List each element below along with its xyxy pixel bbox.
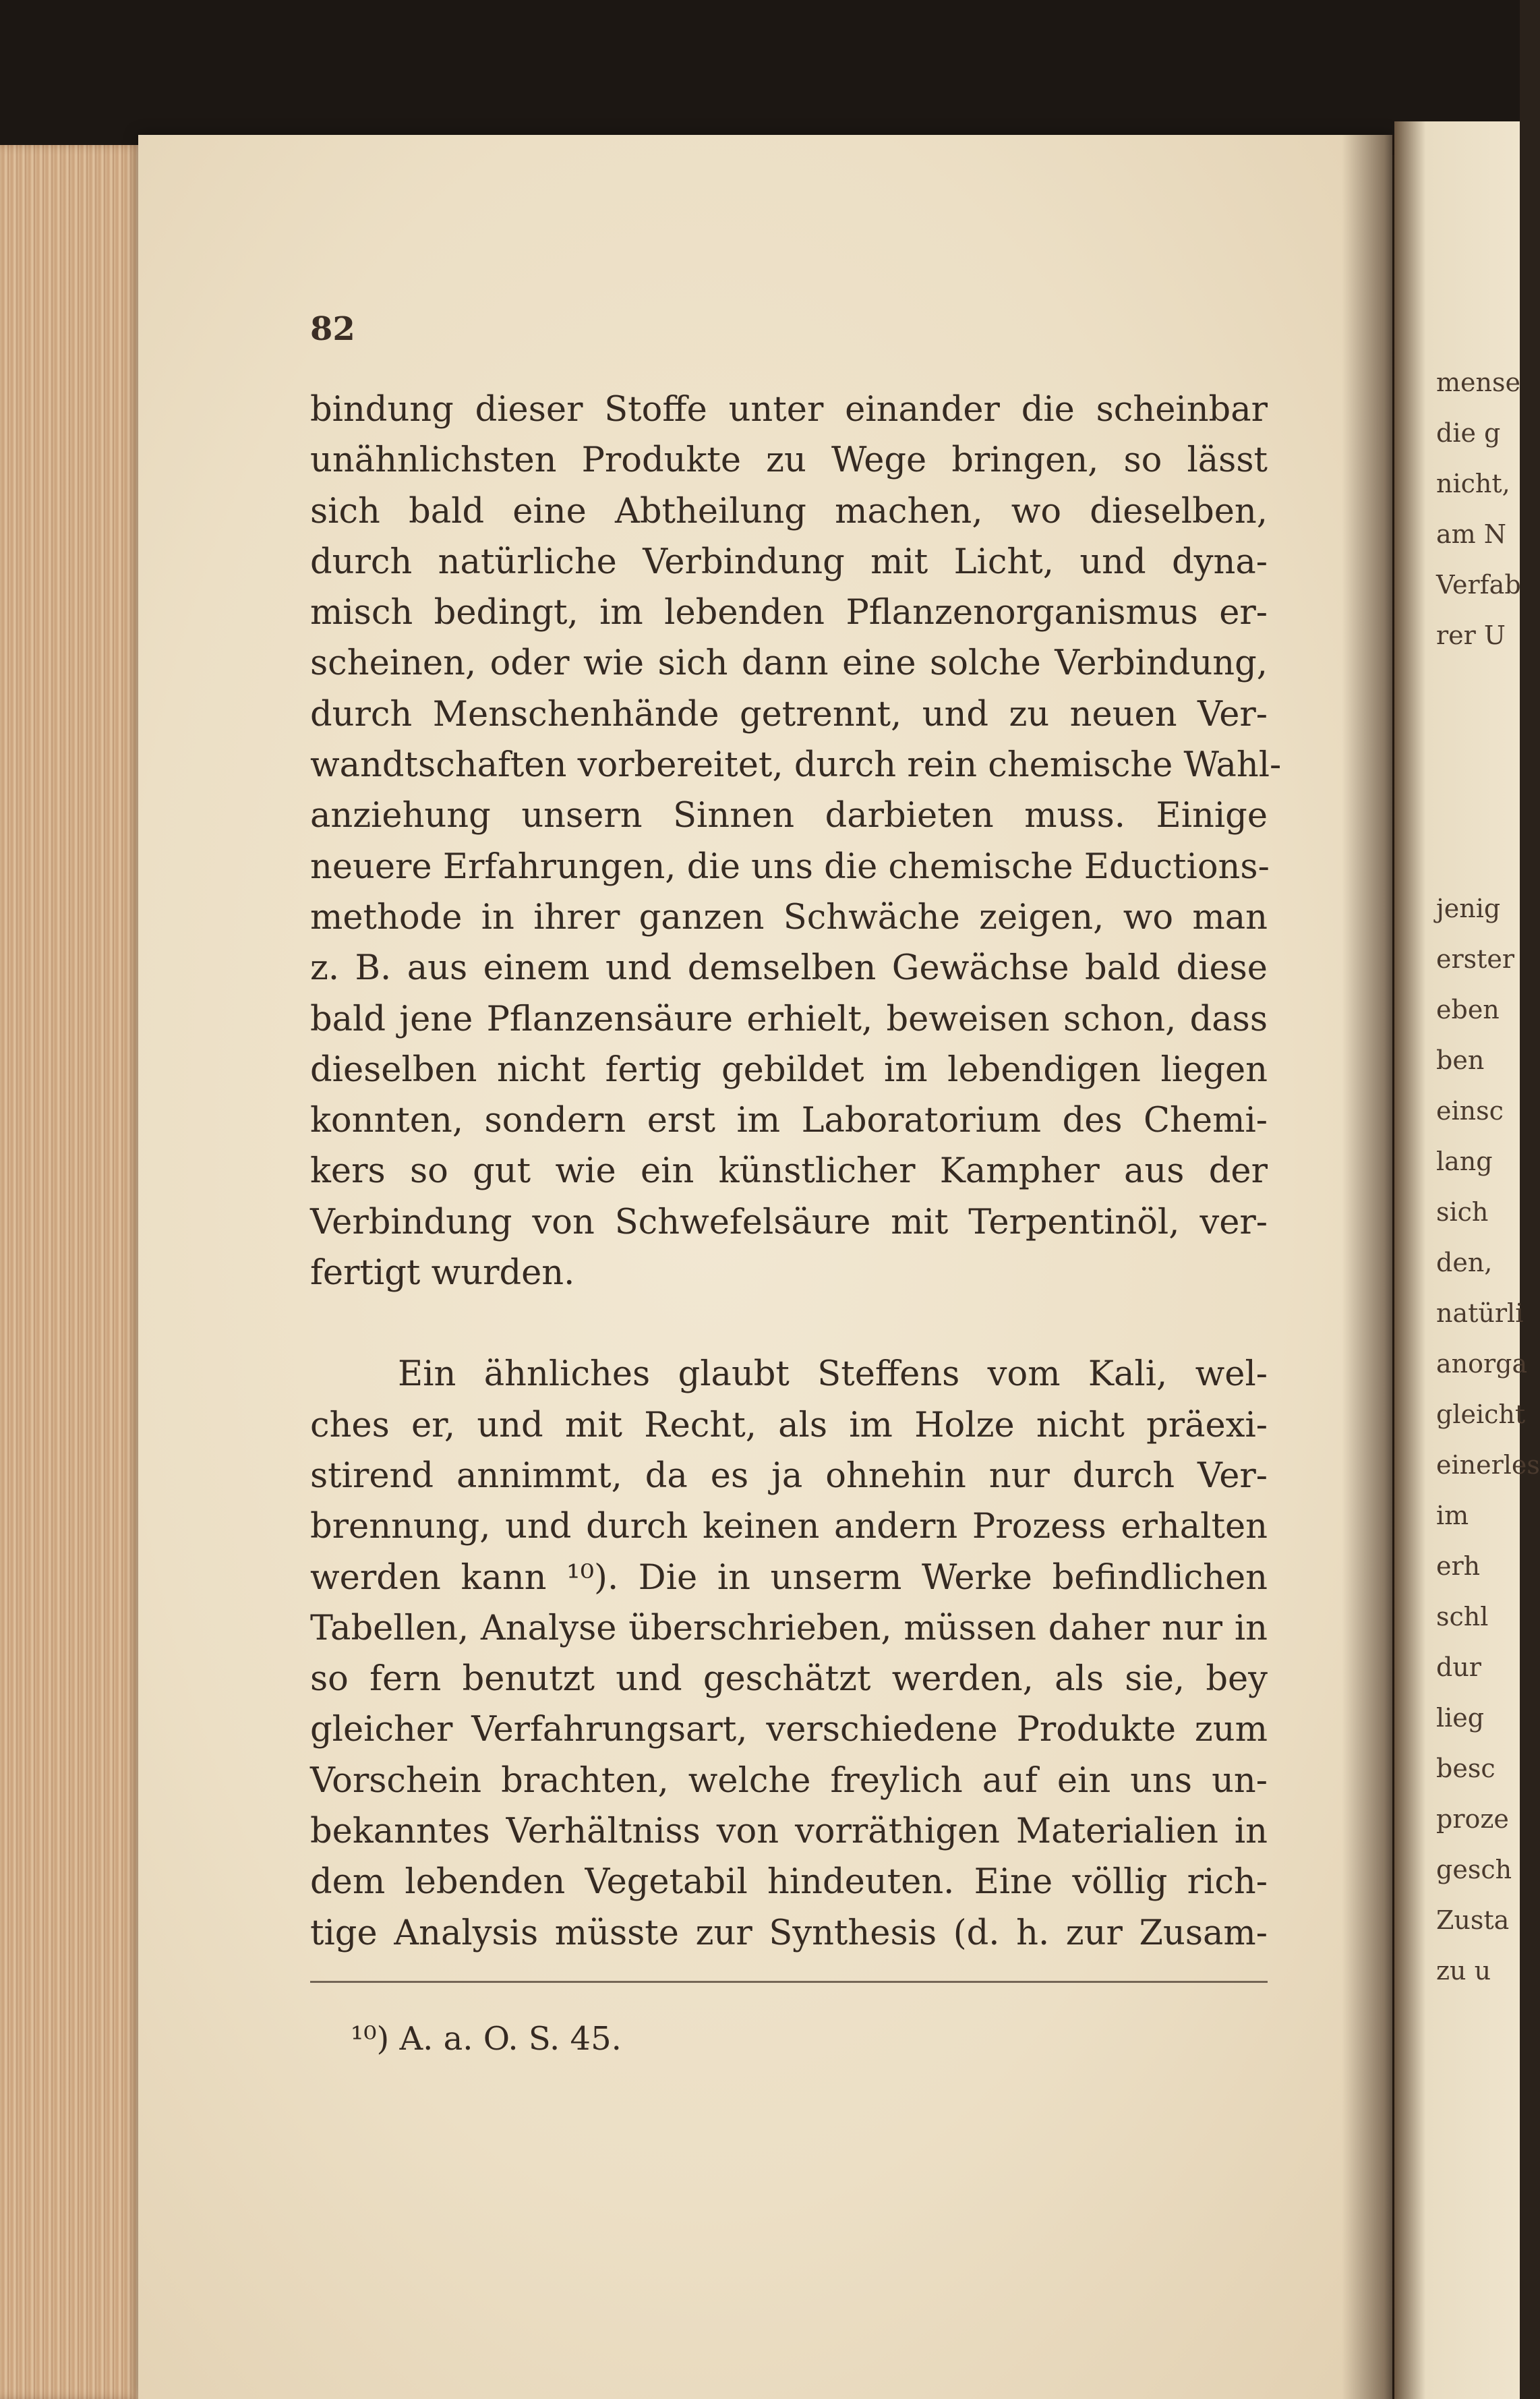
adjacent-line: lang [1436, 1147, 1493, 1176]
book-gutter [1342, 135, 1402, 2399]
text-line: sich bald eine Abtheilung machen, wo dieselben, [310, 491, 1268, 531]
text-line: Verbindung von Schwefelsäure mit Terpentinöl, ver- [310, 1202, 1268, 1242]
text-line: dieselben nicht fertig gebildet im lebendigen liegen [310, 1049, 1268, 1090]
text-line: kers so gut wie ein künstlicher Kampher aus der [310, 1151, 1268, 1192]
adjacent-line: zu u [1436, 1956, 1491, 1986]
adjacent-line: anorga [1436, 1349, 1528, 1379]
text-line: Ein ähnliches glaubt Steffens vom Kali, wel- [398, 1354, 1268, 1395]
adjacent-line: den, [1436, 1248, 1493, 1277]
adjacent-line: lieg [1436, 1703, 1485, 1733]
text-line: scheinen, oder wie sich dann eine solche Verbindung, [310, 643, 1268, 684]
text-line: unähnlichsten Produkte zu Wege bringen, so lässt [310, 440, 1268, 481]
adjacent-line: gleicht [1436, 1399, 1526, 1429]
adjacent-line: rer U [1436, 620, 1506, 650]
text-line: anziehung unsern Sinnen darbieten muss. Einige [310, 796, 1268, 836]
adjacent-line: im [1436, 1501, 1469, 1530]
text-line: werden kann ¹⁰). Die in unserm Werke befindlichen [310, 1557, 1268, 1598]
adjacent-line: sich [1436, 1197, 1489, 1227]
adjacent-line: Zusta [1436, 1905, 1510, 1935]
text-line: durch natürliche Verbindung mit Licht, und dyna- [310, 542, 1268, 582]
adjacent-line: dur [1436, 1652, 1481, 1682]
paragraph-gap [310, 1298, 1268, 1349]
adjacent-line: erster [1436, 944, 1515, 974]
adjacent-line: besc [1436, 1754, 1495, 1783]
book-page-edges [0, 145, 145, 2399]
adjacent-line: einsc [1436, 1096, 1504, 1126]
adjacent-line: Verfab [1436, 570, 1521, 600]
adjacent-line: nicht, [1436, 469, 1510, 498]
footnote-divider [310, 1981, 1268, 1983]
adjacent-line: proze [1436, 1804, 1509, 1834]
adjacent-line: ben [1436, 1045, 1485, 1075]
text-line: tige Analysis müsste zur Synthesis (d. h. zur Zusam- [310, 1913, 1268, 1953]
adjacent-line: gesch [1436, 1855, 1512, 1884]
text-line: gleicher Verfahrungsart, verschiedene Produkte zum [310, 1710, 1268, 1750]
text-line: z. B. aus einem und demselben Gewächse bald diese [310, 948, 1268, 989]
text-line: so fern benutzt und geschätzt werden, als sie, bey [310, 1659, 1268, 1700]
body-text [310, 384, 1282, 1959]
adjacent-line: jenig [1436, 894, 1501, 923]
adjacent-line: die g [1436, 418, 1501, 448]
adjacent-page-column-lower [1436, 884, 1540, 1996]
adjacent-page-text [1416, 135, 1540, 2399]
adjacent-line: am N [1436, 519, 1507, 549]
text-line: bald jene Pflanzensäure erhielt, beweisen schon, dass [310, 999, 1268, 1039]
text-line: bindung dieser Stoffe unter einander die scheinbar [310, 390, 1268, 430]
text-line: bekanntes Verhältniss von vorräthigen Materialien in [310, 1812, 1268, 1852]
text-line: dem lebenden Vegetabil hindeuten. Eine völlig rich- [310, 1862, 1268, 1903]
adjacent-line: erh [1436, 1551, 1481, 1581]
page-number: 82 [310, 310, 355, 348]
paragraph-2 [310, 1349, 1268, 1959]
text-line: neuere Erfahrungen, die uns die chemische Eductions- [310, 846, 1270, 887]
footnote: ¹⁰) A. a. O. S. 45. [351, 2020, 622, 2058]
adjacent-line: natürli [1436, 1298, 1524, 1328]
adjacent-line: eben [1436, 995, 1500, 1024]
adjacent-line: einerles [1436, 1450, 1540, 1480]
text-line: misch bedingt, im lebenden Pflanzenorganismus er- [310, 593, 1268, 633]
text-line: Tabellen, Analyse überschrieben, müssen daher nur in [310, 1608, 1268, 1648]
text-line: konnten, sondern erst im Laboratorium des Chemi- [310, 1101, 1268, 1141]
background-top [0, 0, 1520, 155]
text-line: stirend annimmt, da es ja ohnehin nur durch Ver- [310, 1455, 1268, 1496]
text-line: brennung, und durch keinen andern Prozess erhalten [310, 1507, 1268, 1547]
adjacent-line: schl [1436, 1602, 1489, 1631]
paragraph-1 [310, 384, 1282, 1298]
text-line: durch Menschenhände getrennt, und zu neuen Ver- [310, 694, 1268, 734]
text-line: ches er, und mit Recht, als im Holze nicht präexi- [310, 1405, 1268, 1445]
text-line: Vorschein brachten, welche freylich auf ein uns un- [310, 1760, 1268, 1801]
adjacent-line: mense [1436, 368, 1520, 397]
text-line: fertigt wurden. [310, 1253, 575, 1294]
text-line: methode in ihrer ganzen Schwäche zeigen, wo man [310, 897, 1268, 937]
text-line: wandtschaften vorbereitet, durch rein chemische Wahl- [310, 745, 1282, 786]
adjacent-page-column-upper [1436, 357, 1521, 661]
